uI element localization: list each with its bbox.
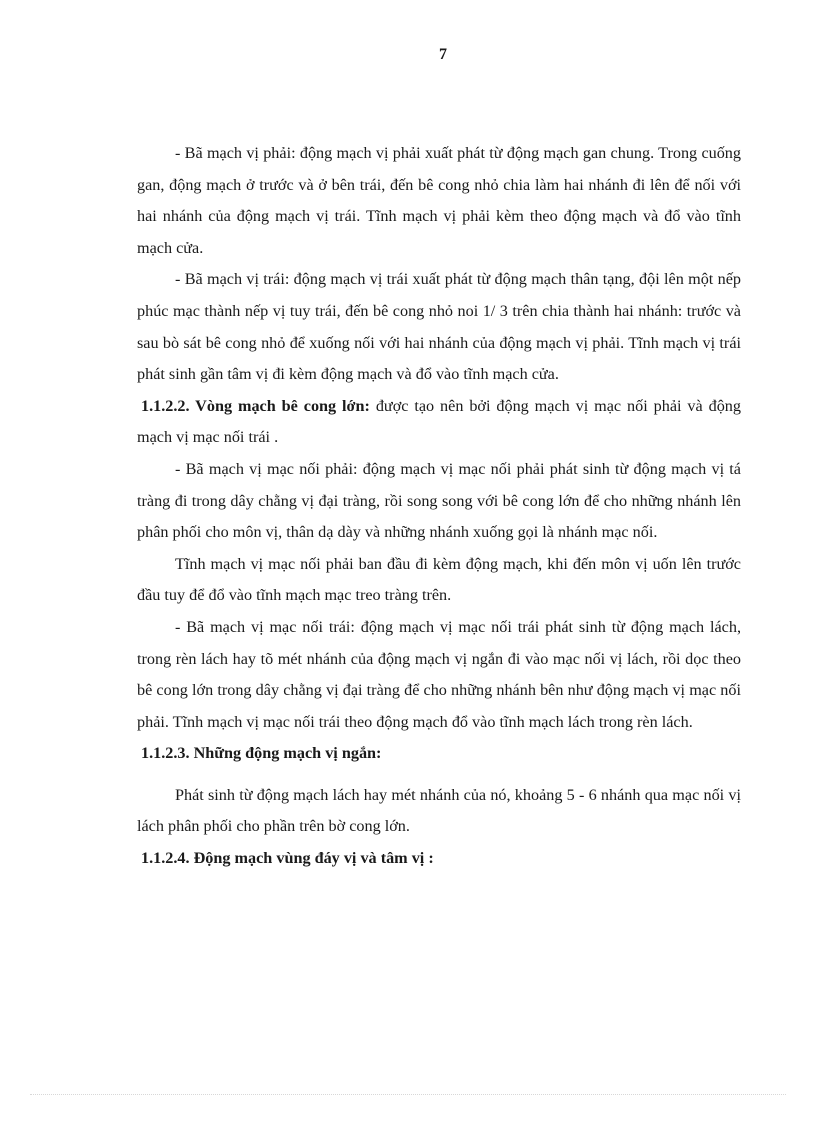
paragraph-left-gastric — [137, 264, 741, 390]
paragraph-short-gastric — [137, 780, 741, 843]
paragraph-left-gastroepiploic — [137, 612, 741, 738]
section-heading-label: 1.1.2.3. Những động mạch vị ngắn: — [141, 744, 382, 763]
paragraph-text: - Bã mạch vị mạc nối trái: động mạch vị mạc nối trái phát sinh từ động mạch lách, trong rèn lách hay tõ mét nhánh của động mạch vị ngắn đi vào mạc nối vị lách, rồi dọc theo bê cong lớn trong dây chằng vị đại tràng để cho những nhánh bên như động mạch vị mạc nối phải. Tĩnh mạch vị mạc nối trái theo động mạch đổ vào tĩnh mạch lách trong rèn lách. — [137, 617, 741, 731]
section-heading-1-1-2-3 — [137, 738, 741, 770]
paragraph-right-gastroepiploic — [137, 454, 741, 549]
document-body — [137, 138, 741, 875]
paragraph-right-gastroepiploic-vein — [137, 549, 741, 612]
section-heading-label: 1.1.2.2. Vòng mạch bê cong lớn: — [141, 396, 370, 415]
paragraph-text: - Bã mạch vị mạc nối phải: động mạch vị mạc nối phải phát sinh từ động mạch vị tá tràng đi trong dây chằng vị đại tràng, rồi song song với bê cong lớn để cho những nhánh lên phân phối cho môn vị, thân dạ dày và những nhánh xuống gọi là nhánh mạc nối. — [137, 459, 741, 542]
paragraph-text: Tĩnh mạch vị mạc nối phải ban đầu đi kèm động mạch, khi đến môn vị uốn lên trước đầu tuy để đổ vào tĩnh mạch mạc treo tràng trên. — [137, 554, 741, 605]
paragraph-right-gastric — [137, 138, 741, 264]
section-heading-label: 1.1.2.4. Động mạch vùng đáy vị và tâm vị : — [141, 849, 434, 868]
paragraph-text: - Bã mạch vị phải: động mạch vị phải xuất phát từ động mạch gan chung. Trong cuống gan, động mạch ở trước và ở bên trái, đến bê cong nhỏ chia làm hai nhánh đi lên để nối với hai nhánh của động mạch vị trái. Tĩnh mạch vị phải kèm theo động mạch và đổ vào tĩnh mạch cửa. — [137, 144, 741, 257]
paragraph-text: - Bã mạch vị trái: động mạch vị trái xuất phát từ động mạch thân tạng, đội lên một nếp phúc mạc thành nếp vị tuy trái, đến bê cong nhỏ noi 1/ 3 trên chia thành hai nhánh: trước và sau bò sát bê cong nhỏ để xuống nối với hai nhánh của động mạch vị phải. Tĩnh mạch vị trái phát sinh gần tâm vị đi kèm động mạch và đổ vào tĩnh mạch cửa. — [137, 270, 741, 384]
section-heading-text: được tạo nên bởi động mạch vị mạc nối phải và động mạch vị mạc nối trái . — [137, 396, 741, 447]
section-heading-1-1-2-4 — [137, 843, 741, 875]
section-heading-1-1-2-2 — [137, 391, 741, 454]
page-bottom-divider — [30, 1094, 786, 1095]
page-number: 7 — [439, 46, 447, 63]
paragraph-text: Phát sinh từ động mạch lách hay mét nhánh của nó, khoảng 5 - 6 nhánh qua mạc nối vị lách phân phối cho phần trên bờ cong lớn. — [137, 785, 741, 836]
